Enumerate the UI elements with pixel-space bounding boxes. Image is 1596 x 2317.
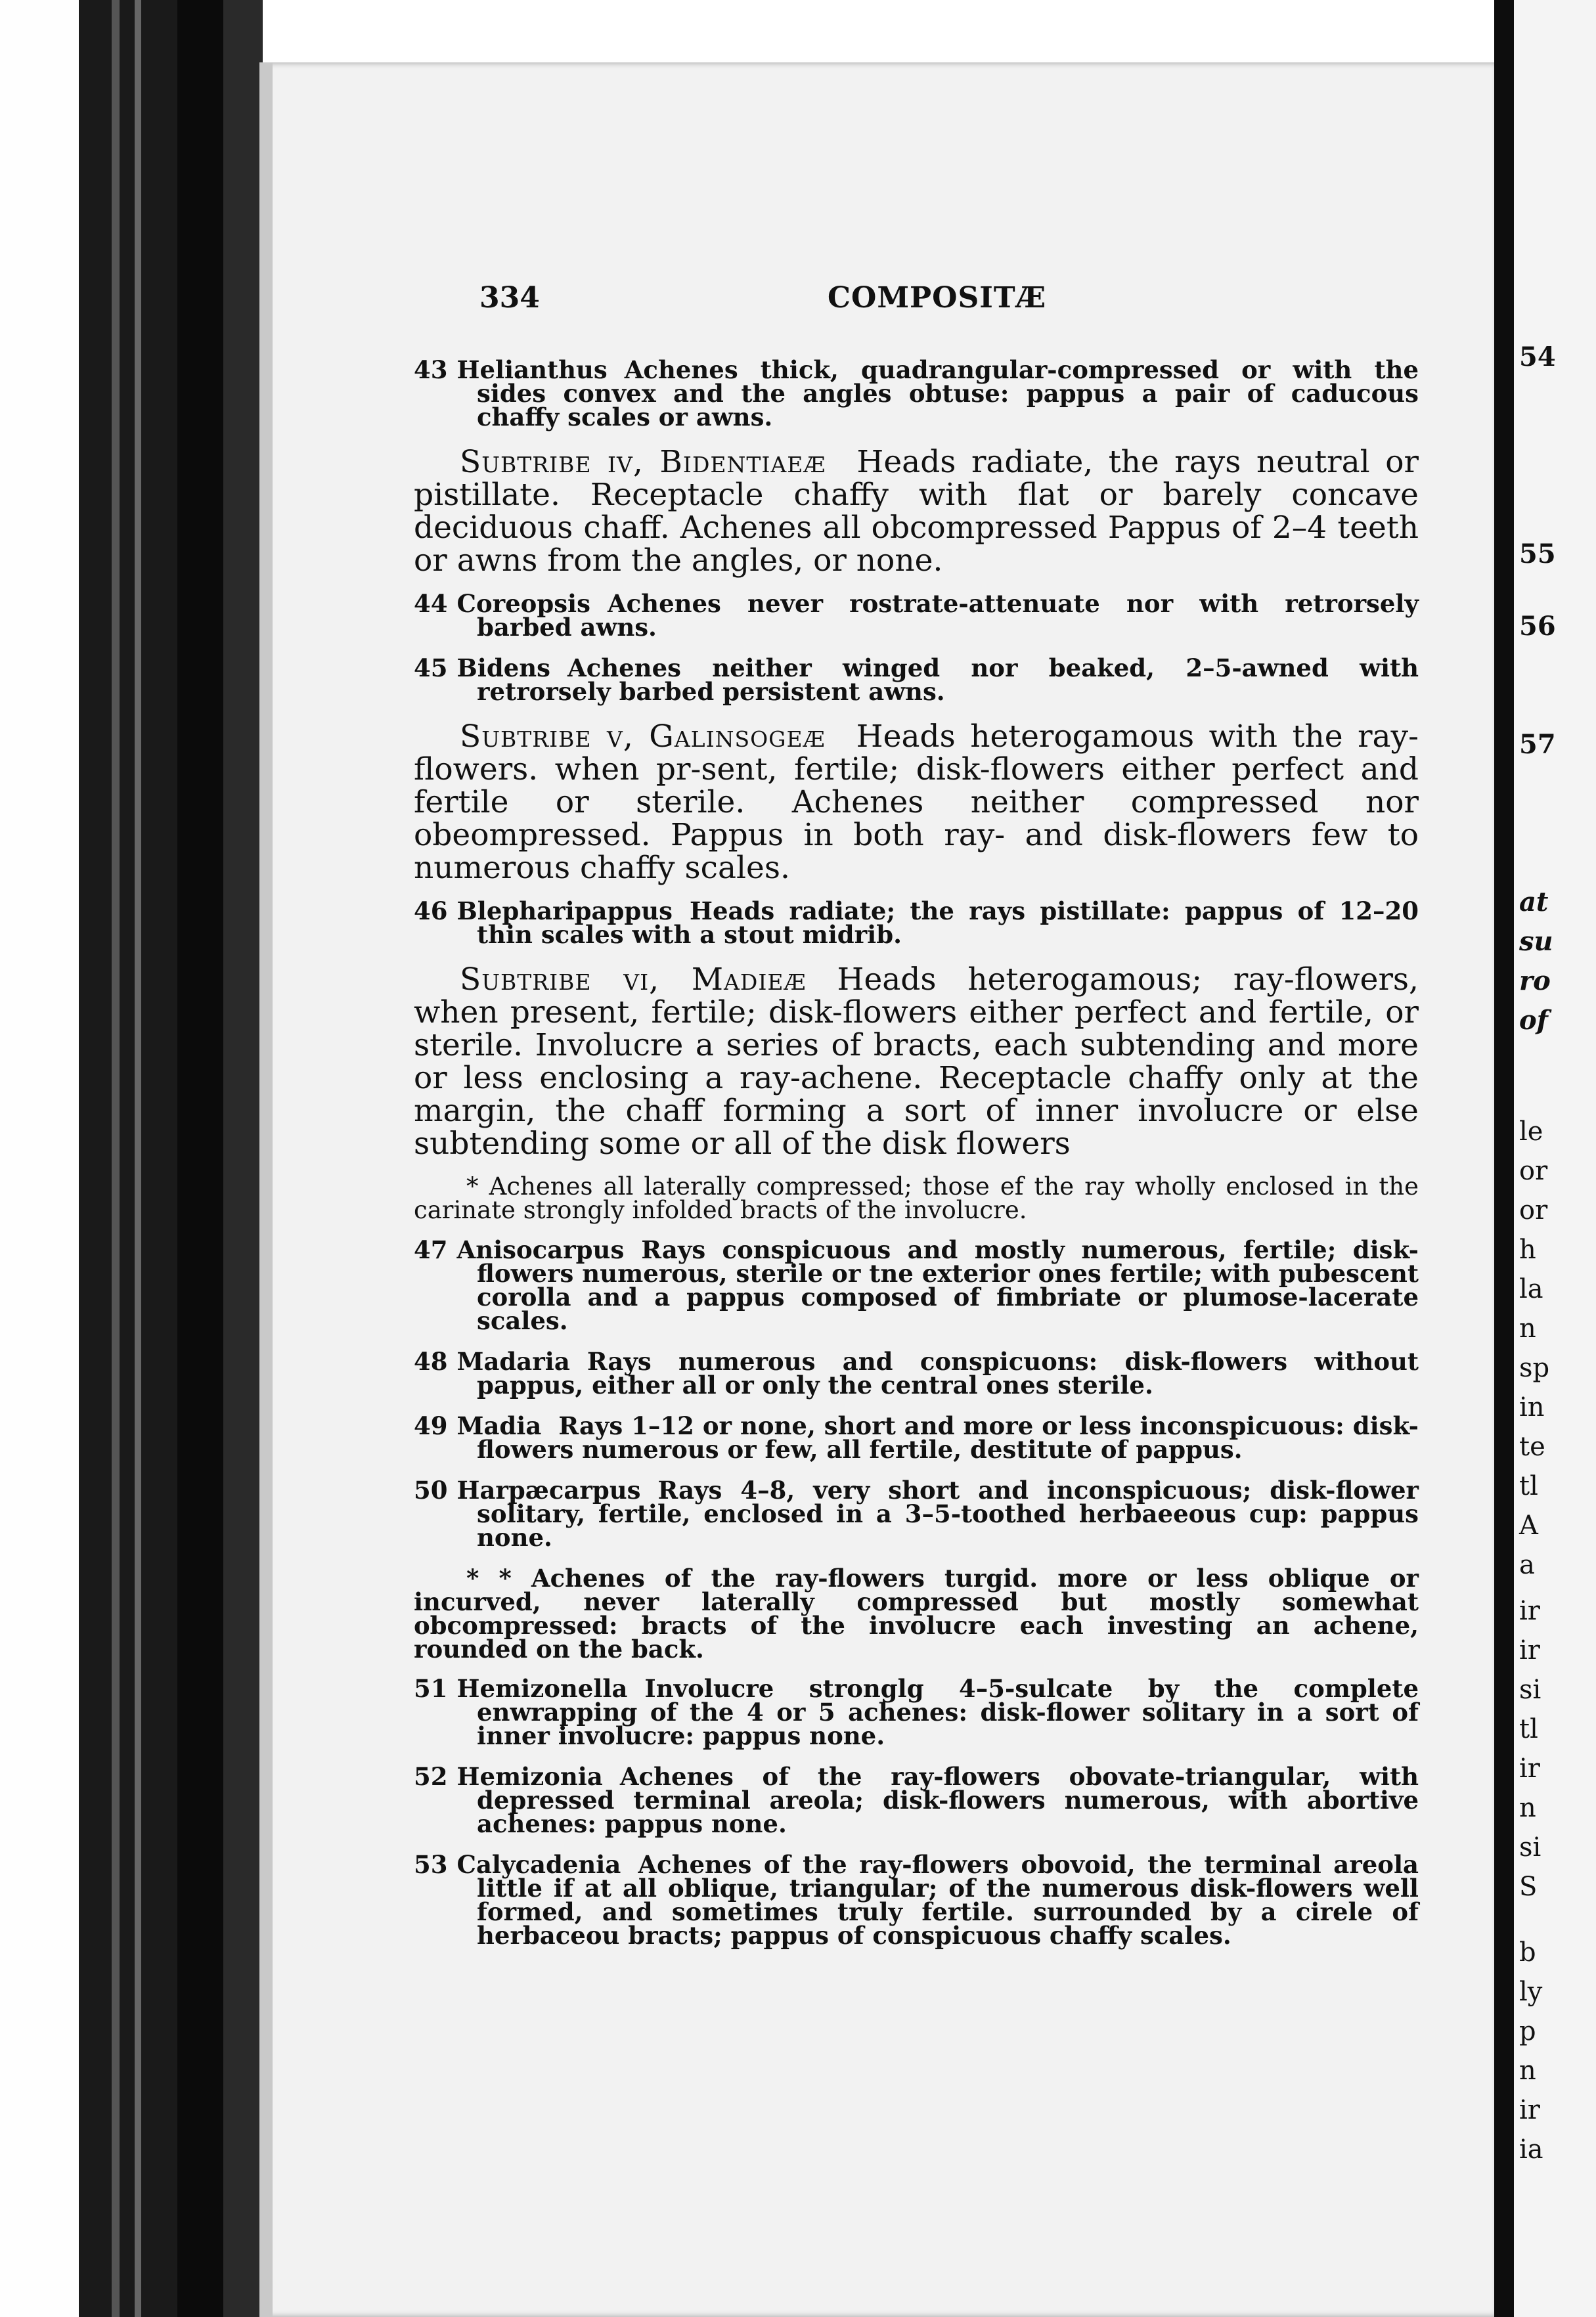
genus-entry bbox=[414, 1347, 1419, 1400]
subtribe-label: Subtribe iv, Bidentiaeæ bbox=[460, 444, 826, 480]
facing-page-text: ia bbox=[1519, 2134, 1543, 2165]
facing-page-text: ir bbox=[1519, 1635, 1540, 1666]
facing-page-text: si bbox=[1519, 1832, 1541, 1863]
book-spine-shadow bbox=[177, 0, 223, 2317]
genus-number: 47 bbox=[414, 1235, 448, 1264]
book-spine-shadow bbox=[223, 0, 263, 2317]
facing-page-text: n bbox=[1519, 1793, 1536, 1823]
genus-entry bbox=[414, 1235, 1419, 1335]
page-number: 334 bbox=[479, 281, 540, 315]
facing-page-text: at bbox=[1519, 887, 1549, 917]
binding-stripe bbox=[135, 0, 141, 2317]
subtribe-label: Subtribe vi, Madieæ bbox=[460, 961, 807, 998]
genus-entry bbox=[414, 355, 1419, 431]
genus-number: 46 bbox=[414, 896, 448, 925]
genus-number: 48 bbox=[414, 1347, 448, 1376]
genus-number: 52 bbox=[414, 1762, 448, 1791]
genus-entry-line bbox=[414, 1347, 1419, 1400]
genus-name: Madaria bbox=[456, 1347, 570, 1376]
facing-page-text: si bbox=[1519, 1675, 1541, 1705]
genus-name: Hemizonella bbox=[456, 1674, 628, 1703]
facing-page-text: A bbox=[1519, 1511, 1538, 1541]
genus-name: Harpæcarpus bbox=[456, 1476, 641, 1505]
page-edge bbox=[259, 62, 273, 2317]
facing-page-text: n bbox=[1519, 1313, 1536, 1344]
facing-page-text: te bbox=[1519, 1432, 1545, 1462]
genus-number: 44 bbox=[414, 589, 448, 618]
genus-entry-line bbox=[414, 355, 1419, 431]
facing-page-text: tl bbox=[1519, 1471, 1538, 1501]
facing-page-text: or bbox=[1519, 1156, 1548, 1186]
genus-entry-line bbox=[414, 1674, 1419, 1750]
binding-stripe bbox=[112, 0, 120, 2317]
subtribe-text: Heads heterogamous; ray-flowers, when present, fertile; disk-flowers either perfect and fertile, or sterile. Involucre a series of bracts, each subtending and more or less enclosing a ray-achene. Receptacle chaffy only at the margin, the chaff forming a sort of inner involucre or else subtending some or all of the disk flowers bbox=[414, 961, 1419, 1162]
facing-page-text: ly bbox=[1519, 1977, 1543, 2007]
subtribe-paragraph bbox=[414, 720, 1419, 885]
facing-page-text: p bbox=[1519, 2016, 1536, 2046]
genus-entry bbox=[414, 589, 1419, 642]
genus-name: Helianthus bbox=[456, 355, 608, 384]
facing-page-text: 57 bbox=[1519, 729, 1556, 760]
group-note: * * Achenes of the ray-flowers turgid. more or less oblique or incurved, never laterally compressed but mostly somewhat obcompressed: bracts of the involucre each investing an achene, rounded on the back. bbox=[414, 1564, 1419, 1664]
book-binding bbox=[79, 0, 177, 2317]
genus-name: Madia bbox=[456, 1411, 542, 1440]
facing-page-fragment bbox=[1514, 0, 1596, 2317]
genus-entry-line bbox=[414, 1762, 1419, 1838]
facing-page-text: b bbox=[1519, 1937, 1536, 1968]
facing-page-text: la bbox=[1519, 1274, 1543, 1304]
genus-entry-line bbox=[414, 896, 1419, 949]
genus-description: Rays numerous and conspicuons: disk-flowers without pappus, either all or only the central ones sterile. bbox=[477, 1347, 1419, 1400]
facing-page-text: a bbox=[1519, 1550, 1535, 1580]
subtribe-paragraph bbox=[414, 963, 1419, 1160]
facing-page-text: sp bbox=[1519, 1353, 1550, 1383]
genus-description: Heads radiate; the rays pistillate: pappus of 12–20 thin scales with a stout midrib. bbox=[477, 896, 1419, 949]
page-header bbox=[479, 281, 1452, 320]
page-body bbox=[414, 355, 1419, 1964]
genus-number: 43 bbox=[414, 355, 448, 384]
subtribe-label: Subtribe v, Galinsogeæ bbox=[460, 718, 826, 755]
genus-entry bbox=[414, 653, 1419, 706]
genus-number: 51 bbox=[414, 1674, 448, 1703]
genus-entry bbox=[414, 896, 1419, 949]
genus-entry-line bbox=[414, 1235, 1419, 1335]
genus-entry bbox=[414, 1674, 1419, 1750]
genus-name: Coreopsis bbox=[456, 589, 590, 618]
facing-page-text: le bbox=[1519, 1116, 1543, 1147]
subtribe-paragraph bbox=[414, 446, 1419, 577]
facing-page-text: 56 bbox=[1519, 611, 1556, 642]
genus-description: Involucre stronglg 4–5-sulcate by the complete enwrapping of the 4 or 5 achenes: disk-flower solitary in a sort of inner involucre: pappus none. bbox=[477, 1674, 1419, 1750]
genus-description: Achenes thick, quadrangular-compressed or with the sides convex and the angles obtuse: pappus a pair of caducous chaffy scales or awns. bbox=[477, 355, 1419, 431]
genus-entry-line bbox=[414, 1476, 1419, 1552]
facing-page-text: 55 bbox=[1519, 539, 1556, 569]
genus-name: Bidens bbox=[456, 653, 550, 682]
genus-entry bbox=[414, 1762, 1419, 1838]
genus-entry bbox=[414, 1476, 1419, 1552]
running-title: COMPOSITÆ bbox=[828, 281, 1047, 315]
genus-description: Achenes never rostrate-attenuate nor with retrorsely barbed awns. bbox=[477, 589, 1419, 642]
facing-page-text: n bbox=[1519, 2056, 1536, 2086]
facing-page-text: in bbox=[1519, 1392, 1545, 1423]
subtribe-text: Heads heterogamous with the ray-flowers. when pr-sent, fertile; disk-flowers either perfect and fertile or sterile. Achenes neither compressed nor obeompressed. Pappus in both ray- and disk-flowers few to numerous chaffy scales. bbox=[414, 718, 1419, 886]
genus-description: Rays 4–8, very short and inconspicuous; disk-flower solitary, fertile, enclosed in a 3–5-toothed herbaeeous cup: pappus none. bbox=[477, 1476, 1419, 1552]
scan-margin bbox=[0, 0, 79, 2317]
facing-page-text: ro bbox=[1519, 965, 1551, 996]
facing-page-text: 54 bbox=[1519, 342, 1556, 372]
genus-name: Hemizonia bbox=[456, 1762, 603, 1791]
facing-page-text: ir bbox=[1519, 1754, 1540, 1784]
genus-description: Achenes of the ray-flowers obovoid, the terminal areola little if at all oblique, triangular; of the numerous disk-flowers well formed, and sometimes truly fertile. surrounded by a cirele of herbaceou bracts; pappus of conspicuous chaffy scales. bbox=[477, 1850, 1419, 1950]
facing-page-text: of bbox=[1519, 1005, 1548, 1036]
genus-name: Calycadenia bbox=[456, 1850, 621, 1879]
genus-entry bbox=[414, 1850, 1419, 1950]
genus-description: Rays 1–12 or none, short and more or less inconspicuous: disk-flowers numerous or few, all fertile, destitute of pappus. bbox=[477, 1411, 1419, 1464]
group-note: * Achenes all laterally compressed; those ef the ray wholly enclosed in the carinate strongly infolded bracts of the involucre. bbox=[414, 1172, 1419, 1224]
genus-description: Achenes of the ray-flowers obovate-triangular, with depressed terminal areola; disk-flowers numerous, with abortive achenes: pappus none. bbox=[477, 1762, 1419, 1838]
genus-entry-line bbox=[414, 1411, 1419, 1464]
genus-description: Rays conspicuous and mostly numerous, fertile; disk-flowers numerous, sterile or tne exterior ones fertile; with pubescent corolla and a pappus composed of fimbriate or plumose-lacerate scales. bbox=[477, 1235, 1419, 1335]
genus-number: 49 bbox=[414, 1411, 448, 1440]
facing-page-text: ir bbox=[1519, 2095, 1540, 2125]
genus-number: 45 bbox=[414, 653, 448, 682]
facing-page-text: or bbox=[1519, 1195, 1548, 1225]
facing-page-text: h bbox=[1519, 1235, 1536, 1265]
facing-page-text: su bbox=[1519, 926, 1553, 957]
facing-page-text: ir bbox=[1519, 1596, 1540, 1626]
genus-entry-line bbox=[414, 1850, 1419, 1950]
genus-entry bbox=[414, 1411, 1419, 1464]
subtribe-text: Heads radiate, the rays neutral or pistillate. Receptacle chaffy with flat or barely concave deciduous chaff. Achenes all obcompressed Pappus of 2–4 teeth or awns from the angles, or none. bbox=[414, 444, 1419, 579]
facing-page-text: S bbox=[1519, 1872, 1538, 1902]
genus-number: 53 bbox=[414, 1850, 448, 1879]
genus-name: Blepharipappus bbox=[456, 896, 673, 925]
genus-entry-line bbox=[414, 653, 1419, 706]
gutter-shadow bbox=[1494, 0, 1514, 2317]
facing-page-text: tl bbox=[1519, 1714, 1538, 1744]
genus-name: Anisocarpus bbox=[456, 1235, 625, 1264]
genus-entry-line bbox=[414, 589, 1419, 642]
genus-number: 50 bbox=[414, 1476, 448, 1505]
genus-description: Achenes neither winged nor beaked, 2–5-awned with retrorsely barbed persistent awns. bbox=[477, 653, 1419, 706]
